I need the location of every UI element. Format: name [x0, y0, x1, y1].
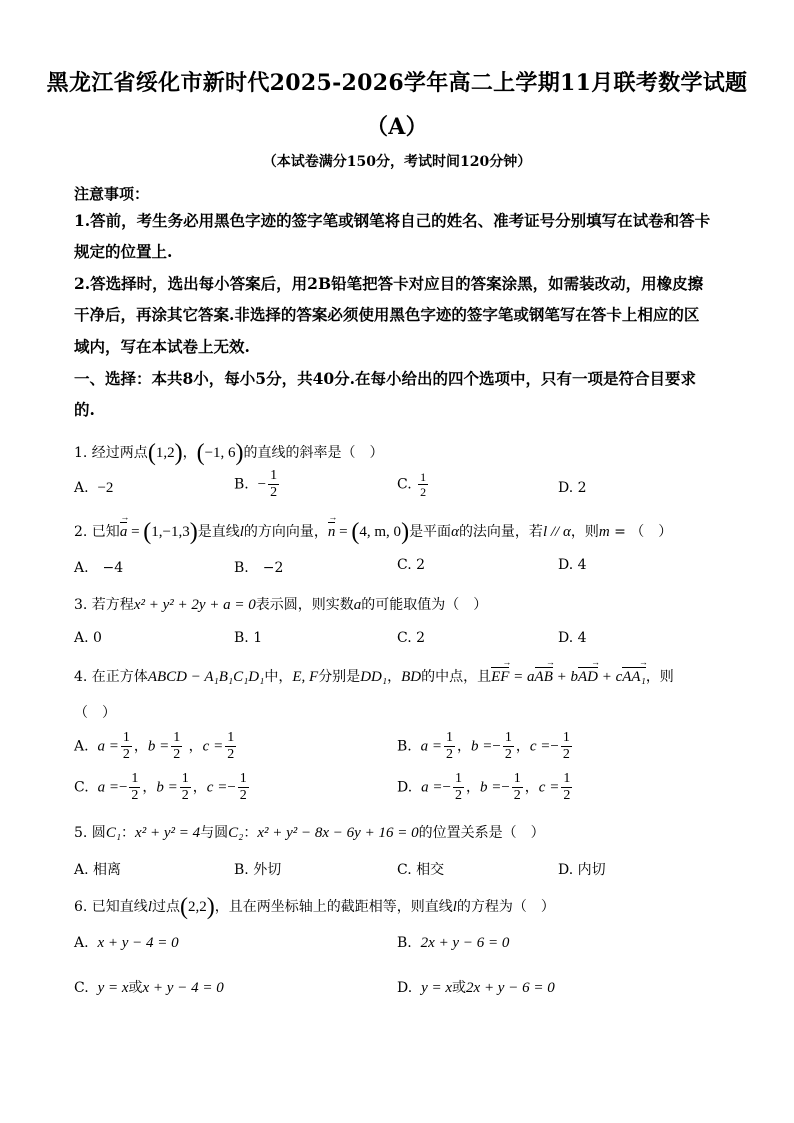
q3-option-a: A. 0 — [74, 630, 102, 646]
notes-item-2-line-1: 2.答选择时，选出每小答案后，用2B铅笔把答卡对应目的答案涂黑，如需装改动，用橡皮擦 — [74, 274, 704, 293]
q1-point-1: 1,2 — [155, 445, 175, 461]
q1-prefix: 1. 经过两点 — [74, 445, 148, 461]
q1-option-a: A. −2 — [74, 480, 114, 496]
question-3: 3. 若方程x² + y² + 2y + a = 0表示圆，则实数a的可能取值为（ ） — [74, 597, 488, 613]
q4-vector-ef: EF → — [491, 669, 509, 686]
section-1-instructions-cont: 的. — [74, 400, 95, 419]
q2-option-a: A. −4 — [74, 560, 124, 576]
q5-option-a: A. 相离 — [74, 862, 122, 878]
q4-vector-aa1: AA₁ → — [622, 669, 646, 686]
q6-option-a: A. x + y − 4 = 0 — [74, 935, 179, 951]
notes-heading: 注意事项： — [74, 185, 150, 203]
q2-option-b: B. −2 — [234, 560, 284, 576]
q2-option-d: D. 4 — [558, 557, 587, 573]
q1-option-c: C. $\frac{1}{2}$ — [397, 470, 427, 499]
question-4: 4. 在正方体ABCD − A₁B₁C₁D₁中，E, F分别是DD₁，BD的中点，且EF → = aAB → + bAD → + cAA₁ →，则 — [74, 666, 674, 686]
q1-option-b: B. − $\frac{1}{2}$ — [234, 468, 278, 500]
q6-option-c: C. y = x或x + y − 4 = 0 — [74, 980, 224, 996]
notes-item-1-line-1: 1.答前，考生务必用黑色字迹的签字笔或钢笔将自己的姓名、准考证号分别填写在试卷和答卡 — [74, 211, 711, 230]
exam-subtitle: （本试卷满分150分，考试时间120分钟） — [262, 154, 532, 170]
q5-option-b: B. 外切 — [234, 862, 282, 878]
notes-item-2-line-3: 域内，写在本试卷上无效. — [74, 337, 250, 356]
q1-point-2: −1, 6 — [204, 445, 236, 461]
q2-vector-n: n → — [328, 524, 336, 541]
question-5: 5. 圆C₁：x² + y² = 4与圆C₂：x² + y² − 8x − 6y + 16 = 0的位置关系是（ ） — [74, 825, 545, 841]
q3-option-b: B. 1 — [234, 630, 263, 646]
exam-title-version: （A） — [366, 114, 428, 140]
q3-equation: x² + y² + 2y + a = 0 — [133, 597, 256, 613]
q1-option-d: D. 2 — [558, 480, 587, 496]
exam-title: 黑龙江省绥化市新时代2025-2026学年高二上学期11月联考数学试题 — [46, 70, 748, 96]
question-6: 6. 已知直线l过点(2,2)，且在两坐标轴上的截距相等，则直线l的方程为（ ） — [74, 894, 555, 920]
question-2: 2. 已知a → = (1,−1,3)是直线l的方向向量，n → = (4, m, 0)是平面α的法向量，若l // α，则m = （ ） — [74, 519, 672, 546]
q3-option-c: C. 2 — [397, 630, 426, 646]
q4-option-c: C. a =− $\frac{1}{2}$ ，b = $\frac{1}{2}$ ，c =− $\frac{1}{2}$ — [74, 771, 247, 803]
q5-option-c: C. 相交 — [397, 862, 445, 878]
notes-item-1-line-2: 规定的位置上. — [74, 242, 173, 261]
q1-suffix: 的直线的斜率是（ ） — [243, 445, 384, 461]
q1-sep: ， — [182, 445, 197, 461]
notes-item-2-line-2: 干净后，再涂其它答案.非选择的答案必须使用黑色字迹的签字笔或钢笔写在答卡上相应的区 — [74, 305, 700, 324]
q2-vector-a: a → — [120, 524, 128, 541]
q2-option-c: C. 2 — [397, 557, 426, 573]
question-4-answer-paren: （ ） — [74, 705, 116, 721]
question-1: 1. 经过两点(1,2)，(−1, 6)的直线的斜率是（ ） — [74, 440, 384, 466]
q4-option-b: B. a = $\frac{1}{2}$ ，b =− $\frac{1}{2}$ ，c =− $\frac{1}{2}$ — [397, 730, 570, 762]
q4-vector-ab: AB → — [535, 669, 553, 686]
q3-option-d: D. 4 — [558, 630, 587, 646]
q4-option-a: A. a = $\frac{1}{2}$ ，b = $\frac{1}{2}$ ，c = $\frac{1}{2}$ — [74, 730, 235, 762]
q4-vector-ad: AD → — [578, 669, 598, 686]
section-1-instructions: 一、选择：本共8小，每小5分，共40分.在每小给出的四个选项中，只有一项是符合目要求 — [74, 369, 697, 388]
q5-option-d: D. 内切 — [558, 862, 606, 878]
q6-option-d: D. y = x或2x + y − 6 = 0 — [397, 980, 555, 996]
q6-option-b: B. 2x + y − 6 = 0 — [397, 935, 510, 951]
q4-option-d: D. a =− $\frac{1}{2}$ ，b =− $\frac{1}{2}$ ，c = $\frac{1}{2}$ — [397, 771, 571, 803]
